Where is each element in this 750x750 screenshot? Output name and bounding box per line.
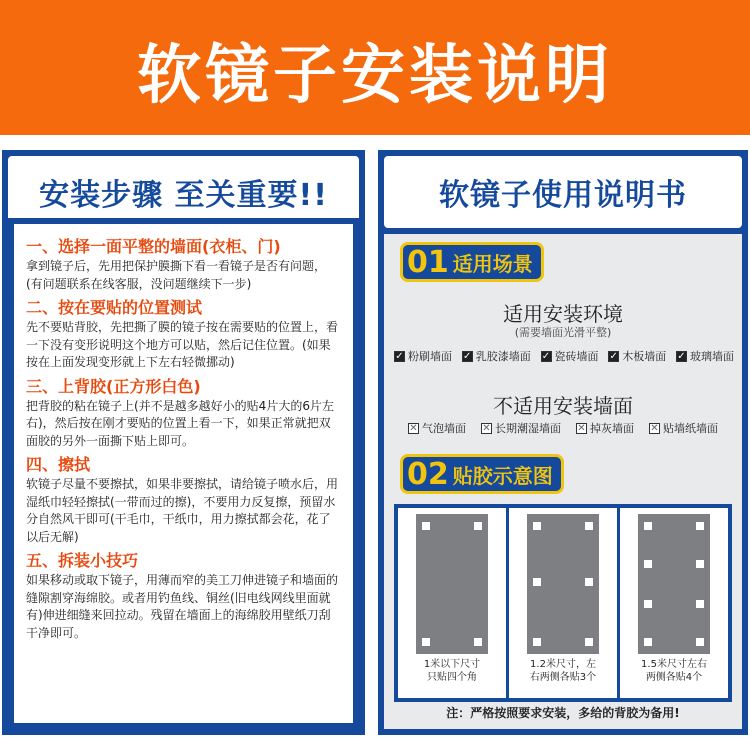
checkbox-crossed-icon: ✕ [482,422,491,434]
diagram-large [620,508,728,698]
usage-manual-panel [378,150,748,735]
adhesive-pad [474,522,482,530]
unsuitable-item-label: 贴墙纸墙面 [663,422,718,435]
adhesive-pad [644,638,652,646]
diagram-caption [398,658,506,684]
manual-body [384,234,742,729]
adhesive-pad [644,600,652,608]
section-2-label: 贴胶示意图 [452,463,553,488]
step-4-body: 软镜子尽量不要擦拭，如果非要擦拭，请给镜子喷水后，用湿纸巾轻轻擦拭(一带而过的擦)，不要用力反复擦，预留水分自然风干即可(干毛巾，干纸巾，用力擦拭都会花，花了以后无解) [26,477,339,544]
unsuitable-item-label: 气泡墙面 [422,422,466,435]
adhesive-diagrams [394,504,732,702]
section-1-number: 01 [407,244,449,280]
step-1-title: 一、选择一面平整的墙面(衣柜、门) [26,237,281,256]
checkbox-crossed-icon: ✕ [409,422,418,434]
unsuitable-title: 不适用安装墙面 [493,394,633,418]
mirror-illustration [416,514,488,654]
unsuitable-item [481,420,561,436]
steps-header: 安装步骤 至关重要!! [8,156,359,228]
diagram-small [398,508,506,698]
adhesive-pad [644,522,652,530]
checkbox-checked-icon: ✓ [395,350,404,362]
suitable-item-label: 瓷砖墙面 [554,350,599,363]
suitable-item [676,348,734,364]
mirror-illustration [527,514,599,654]
adhesive-pad [474,638,482,646]
adhesive-pad [533,638,541,646]
suitable-item-label: 木板墙面 [622,350,667,363]
adhesive-pad [585,638,593,646]
adhesive-pad [585,522,593,530]
unsuitable-item [408,420,466,436]
caption-line: 1米以下尺寸 [423,659,481,670]
section-1-label: 适用场景 [452,251,533,276]
suitable-subtitle: (需要墙面光滑平整) [514,326,612,339]
diagram-medium [509,508,617,698]
diagram-caption [620,658,728,684]
step-3-body: 把背胶的粘在镜子上(并不是越多越好小的贴4片大的6片左右)，然后按在刚才要贴的位置上看一下，如果正常就把双面胶的另外一面撕下贴上即可。 [26,398,334,448]
adhesive-pad [533,578,541,586]
section-2-number: 02 [407,456,449,492]
adhesive-pad [696,600,704,608]
adhesive-pad [696,638,704,646]
step-2-title: 二、按在要贴的位置测试 [26,298,203,317]
unsuitable-item [576,420,634,436]
unsuitable-item-label: 掉灰墙面 [590,422,634,435]
suitable-item-label: 粉刷墙面 [408,350,452,363]
checkbox-crossed-icon: ✕ [577,422,586,434]
unsuitable-item [649,420,718,436]
mirror-illustration [638,514,710,654]
checkbox-checked-icon: ✓ [677,350,686,362]
suitable-list [394,348,734,364]
caption-line: 右两侧各贴3个 [529,672,597,683]
unsuitable-list [408,420,718,436]
adhesive-pad [696,522,704,530]
adhesive-pad [422,638,430,646]
checkbox-checked-icon: ✓ [541,350,551,362]
checkbox-checked-icon: ✓ [609,350,618,362]
suitable-item [541,348,599,364]
banner-title: 软镜子安装说明 [137,39,613,113]
step-5-title: 五、拆装小技巧 [26,551,139,570]
installation-steps-panel [2,150,365,735]
caption-line: 两侧各贴4个 [645,672,703,683]
caption-line: 1.5米尺寸左右 [641,659,707,670]
adhesive-pad [422,522,430,530]
unsuitable-item-label: 长期潮湿墙面 [495,422,561,435]
suitable-item [394,348,452,364]
title-banner [0,0,750,135]
step-4-title: 四、擦拭 [26,455,91,474]
diagram-caption [509,658,617,684]
step-2-body: 先不要贴背胶，先把撕了膜的镜子按在需要贴的位置上，看一下没有变形说明这个地方可以贴，然后记住位置。(如果按在上面发现变形就上下左右轻微挪动) [26,320,339,369]
checkbox-crossed-icon: ✕ [650,422,659,434]
section-1-heading [400,242,544,282]
step-3-title: 三、上背胶(正方形白色) [26,376,201,396]
caption-line: 1.2米尺寸，左 [530,659,596,670]
step-1-body: 拿到镜子后，先用把保护膜撕下看一看镜子是否有问题，(有问题联系在线客服，没问题继续下一步) [26,259,327,291]
section-2-heading [400,454,564,494]
adhesive-pad [644,560,652,568]
step-5-body: 如果移动或取下镜子，用薄而窄的美工刀伸进镜子和墙面的缝隙割穿海绵胶。或者用钓鱼线、铜丝(旧电线网线里面就有)伸进细缝来回拉动。残留在墙面上的海绵胶用壁纸刀刮干净即可。 [26,573,339,640]
suitable-item-label: 玻璃墙面 [690,350,734,363]
adhesive-pad [696,560,704,568]
adhesive-pad [585,578,593,586]
manual-header: 软镜子使用说明书 [384,156,742,228]
suitable-item-label: 乳胶漆墙面 [475,350,531,363]
suitable-item [462,348,531,364]
caption-line: 只贴四个角 [427,672,477,683]
backup-adhesive-note: 注：严格按照要求安装，多给的背胶为备用! [446,706,680,720]
suitable-item [608,348,666,364]
adhesive-pad [533,522,541,530]
checkbox-checked-icon: ✓ [463,350,472,362]
steps-body [8,218,359,729]
suitable-title: 适用安装环境 [503,302,623,326]
